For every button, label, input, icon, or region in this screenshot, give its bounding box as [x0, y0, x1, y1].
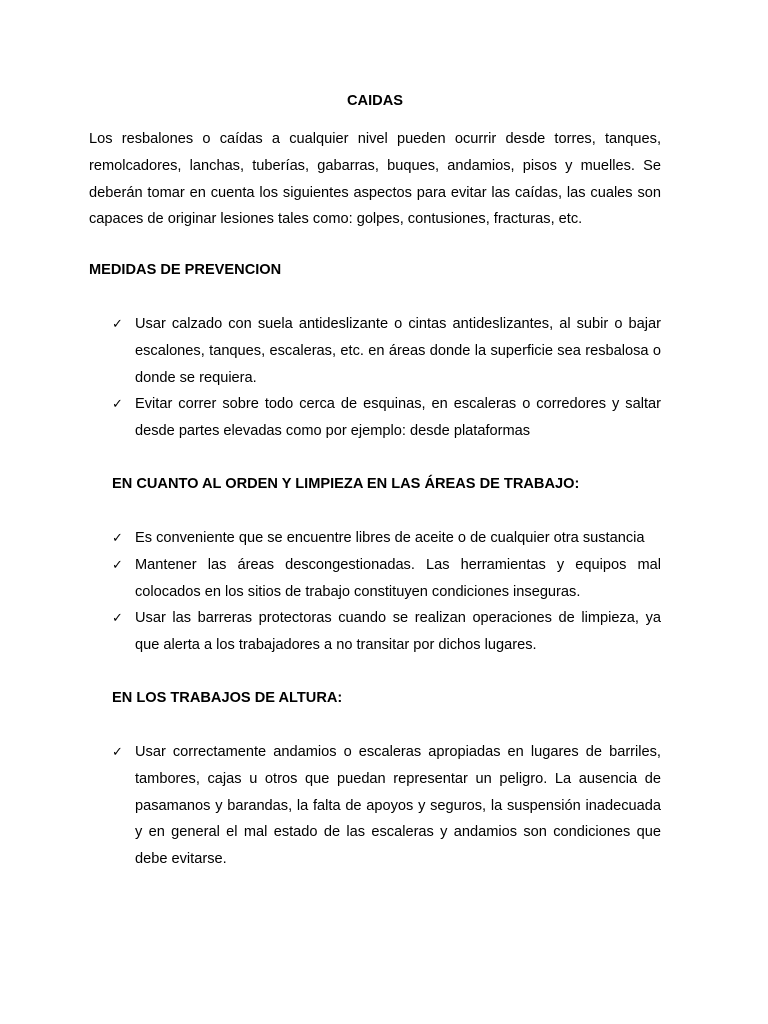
list-item-text: Usar correctamente andamios o escaleras apropiadas en lugares de barriles, tambores, cajas u otros que puedan representar un peligro. La ausencia de pasamanos y barandas, la falta de apoyos y seguros, la suspensión inadecuada y en general el mal estado de las escaleras y andamios son condiciones que debe evitarse.: [135, 744, 661, 868]
list-item: [112, 525, 661, 552]
list-item: [112, 739, 661, 873]
checkmark-icon: ✓: [112, 744, 123, 759]
document-title: CAIDAS: [347, 93, 403, 109]
list-item: [112, 311, 661, 391]
list-item-text: Usar calzado con suela antideslizante o cintas antideslizantes, al subir o bajar escalones, tanques, escaleras, etc. en áreas donde la superficie sea resbalosa o donde se requiera.: [135, 316, 661, 386]
section-heading-order-cleaning: EN CUANTO AL ORDEN Y LIMPIEZA EN LAS ÁREAS DE TRABAJO:: [112, 476, 580, 492]
intro-paragraph: Los resbalones o caídas a cualquier nivel pueden ocurrir desde torres, tanques, remolcadores, lanchas, tuberías, gabarras, buques, andamios, pisos y muelles. Se deberán tomar en cuenta los siguientes aspectos para evitar las caídas, las cuales son capaces de originar lesiones tales como: golpes, contusiones, fracturas, etc.: [89, 131, 661, 228]
list-item-text: Usar las barreras protectoras cuando se realizan operaciones de limpieza, ya que alerta a los trabajadores a no transitar por dichos lugares.: [135, 610, 661, 654]
list-item-text: Es conveniente que se encuentre libres de aceite o de cualquier otra sustancia: [135, 530, 645, 546]
checkmark-icon: ✓: [112, 316, 123, 331]
list-item: [112, 552, 661, 606]
checkmark-icon: ✓: [112, 396, 123, 412]
prevention-list: [112, 311, 661, 445]
checkmark-icon: ✓: [112, 610, 123, 626]
height-work-list: [112, 739, 661, 873]
list-item-text: Evitar correr sobre todo cerca de esquinas, en escaleras o corredores y saltar desde partes elevadas como por ejemplo: desde plataformas: [135, 396, 661, 440]
checkmark-icon: ✓: [112, 530, 123, 545]
list-item-text: Mantener las áreas descongestionadas. Las herramientas y equipos mal colocados en los sitios de trabajo constituyen condiciones inseguras.: [135, 556, 661, 600]
section-heading-height-work: EN LOS TRABAJOS DE ALTURA:: [112, 690, 343, 706]
checkmark-icon: ✓: [112, 556, 123, 572]
order-cleaning-list: [112, 525, 661, 659]
list-item: [112, 605, 661, 659]
section-heading-prevention: MEDIDAS DE PREVENCION: [89, 262, 282, 278]
list-item: [112, 391, 661, 445]
